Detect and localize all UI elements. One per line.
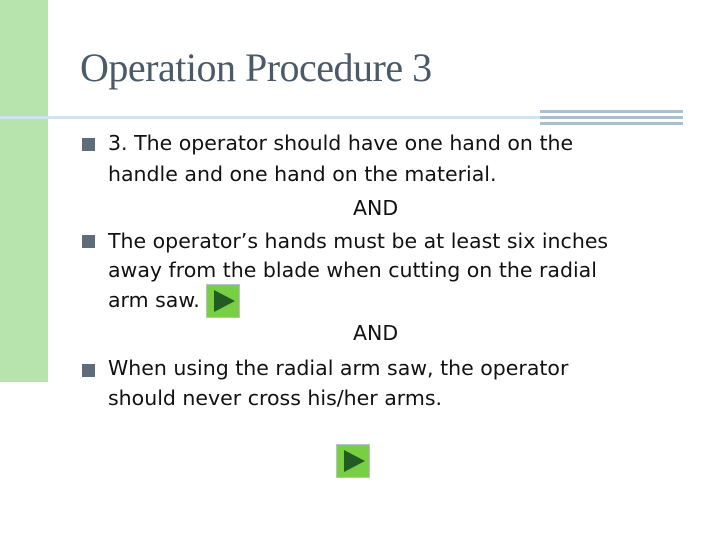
play-button[interactable] — [206, 284, 240, 318]
bullet-icon — [82, 235, 95, 248]
bullet-2-line-2: away from the blade when cutting on the radial — [108, 258, 597, 282]
bullet-icon — [82, 364, 95, 377]
bullet-3-line-1: When using the radial arm saw, the operator — [108, 356, 569, 380]
connector-and: AND — [353, 196, 399, 220]
bullet-1-line-2: handle and one hand on the material. — [108, 162, 497, 186]
connector-and: AND — [353, 321, 399, 345]
play-button[interactable] — [336, 444, 370, 478]
title-divider-stripes — [540, 110, 683, 126]
bullet-icon — [82, 138, 95, 151]
accent-bar — [0, 0, 48, 382]
bullet-1-line-1: 3. The operator should have one hand on the — [108, 131, 574, 155]
slide-title: Operation Procedure 3 — [80, 45, 432, 90]
play-arrow-icon — [344, 450, 365, 472]
bullet-2-line-3: arm saw. — [108, 288, 200, 312]
bullet-3-line-2: should never cross his/her arms. — [108, 386, 443, 410]
play-arrow-icon — [214, 290, 235, 312]
title-divider — [0, 116, 540, 119]
bullet-2-line-1: The operator’s hands must be at least six inches — [108, 229, 609, 253]
